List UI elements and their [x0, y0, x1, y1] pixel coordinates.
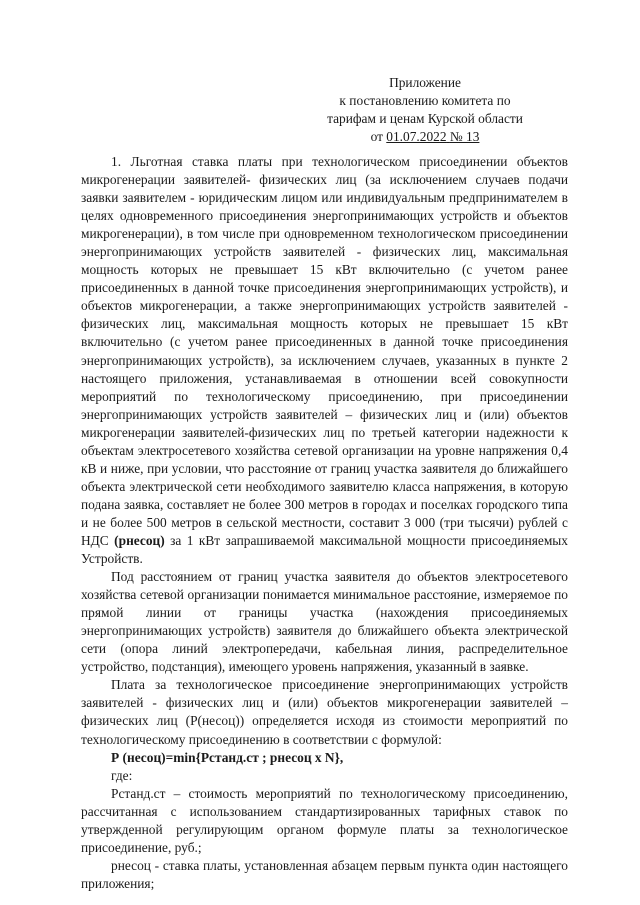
annex-date: 01.07.2022 — [386, 129, 447, 144]
paragraph-5: рнесоц - ставка платы, установленная абзацем первым пункта один настоящего приложения; — [81, 857, 568, 891]
paragraph-3: Плата за технологическое присоединение энергопринимающих устройств заявителей - физических лиц и (или) объектов микрогенерации заявителей – физических лиц (Р(несоц)) определяется исходя из стоимости мероприятий по технологическому присоединению в соответствии с формулой: — [81, 677, 568, 747]
paragraph-1-bold-term: (рнесоц) — [114, 532, 165, 548]
annex-date-line — [300, 128, 550, 146]
annex-authority-line: тарифам и ценам Курской области — [327, 111, 523, 126]
document-body — [81, 153, 568, 893]
annex-ref-line: к постановлению комитета по — [339, 93, 511, 108]
paragraph-1 — [81, 153, 568, 568]
paragraph-1-text-b: за 1 кВт запрашиваемой максимальной мощности присоединяемых Устройств. — [81, 532, 568, 567]
annex-header — [300, 74, 550, 146]
paragraph-1-text-a: 1. Льготная ставка платы при технологическом присоединении объектов микрогенерации заявителей- физических лиц (за исключением случаев подачи заявки заявителем - юридическим лицом или индивидуальным предпринимателем в целях одновременного присоединения энергопринимающих устройств и объектов микрогенерации), в том числе при одновременном технологическом присоединении энергопринимающих устройств заявителей - физических лиц, максимальная мощность которых не превышает 15 кВт включительно (с учетом ранее присоединенных в данной точке присоединения энергопринимающих устройств), и объектов микрогенерации, а также энергопринимающих устройств заявителей - физических лиц, максимальная мощность которых не превышает 15 кВт включительно (с учетом ранее присоединенных в данной точке присоединения энергопринимающих устройств), за исключением случаев, указанных в пункте 2 настоящего приложения, устанавливаемая в отношении всей совокупности мероприятий по технологическому присоединению, при присоединении энергопринимающих устройств заявителей – физических лиц и (или) объектов микрогенерации заявителей-физических лиц по третьей категории надежности к объектам электросетевого хозяйства сетевой организации на уровне напряжения 0,4 кВ и ниже, при условии, что расстояние от границ участка заявителя до ближайшего объекта электрической сети необходимого заявителю класса напряжения, в которую подана заявка, составляет не более 300 метров в городах и поселках городского типа и не более 500 метров в сельской местности, составит 3 000 (три тысячи) рублей с НДС — [81, 154, 568, 548]
formula-where: где: — [111, 767, 133, 783]
annex-date-prefix: от — [370, 129, 387, 144]
annex-number: № 13 — [449, 129, 480, 144]
formula: Р (несоц)=min{Рстанд.ст ; рнесоц х N}, — [111, 749, 344, 765]
paragraph-2: Под расстоянием от границ участка заявителя до объектов электросетевого хозяйства сетевой организации понимается минимальное расстояние, измеряемое по прямой линии от границы участка (нахождения присоединяемых энергопринимающих устройств) заявителя до ближайшего объекта электрической сети (опора линий электропередачи, кабельная линия, распределительное устройство, подстанция), имеющего уровень напряжения, указанный в заявке. — [81, 569, 568, 675]
annex-title: Приложение — [389, 75, 461, 90]
paragraph-4: Рстанд.ст – стоимость мероприятий по технологическому присоединению, рассчитанная с использованием стандартизированных тарифных ставок по утвержденной регулирующим органом формуле платы за технологическое присоединение, руб.; — [81, 785, 568, 855]
